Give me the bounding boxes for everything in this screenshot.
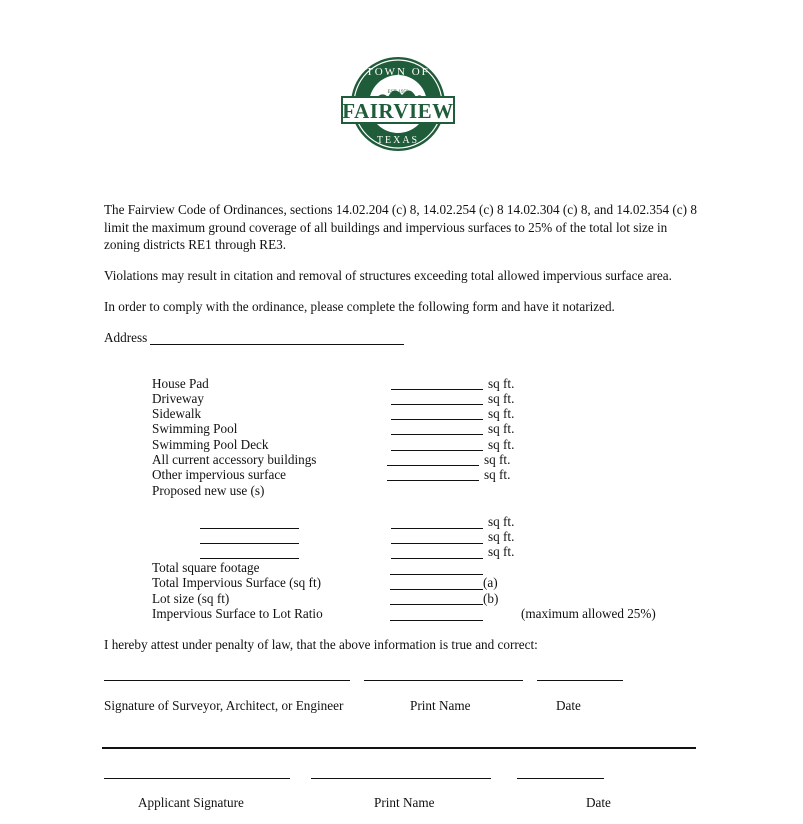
item-label-accessory-buildings: All current accessory buildings [152, 452, 317, 467]
other-impervious-field[interactable] [387, 466, 479, 481]
item-label-driveway: Driveway [152, 391, 204, 406]
attest-statement: I hereby attest under penalty of law, that the above information is true and correct: [104, 637, 538, 652]
proposed-use-area-field[interactable] [391, 529, 483, 544]
svg-text:FAIRVIEW: FAIRVIEW [342, 99, 454, 123]
proposed-use-name-field[interactable] [200, 514, 299, 529]
total-impervious-field[interactable] [390, 575, 483, 590]
total-sqft-label: Total square footage [152, 560, 260, 575]
applicant-date-label: Date [586, 795, 611, 810]
applicant-print-name-line[interactable] [311, 778, 491, 779]
proposed-use-name-field[interactable] [200, 529, 299, 544]
item-label-sidewalk: Sidewalk [152, 406, 202, 421]
accessory-buildings-field[interactable] [387, 451, 479, 466]
item-label-swimming-pool: Swimming Pool [152, 421, 238, 436]
comply-paragraph: In order to comply with the ordinance, please complete the following form and have it notarized. [104, 299, 615, 314]
pool-deck-field[interactable] [391, 436, 483, 451]
ratio-label: Impervious Surface to Lot Ratio [152, 606, 323, 621]
unit-label: sq ft. [488, 514, 515, 529]
applicant-signature-line[interactable] [104, 778, 290, 779]
surveyor-signature-label: Signature of Surveyor, Architect, or Engineer [104, 698, 344, 713]
svg-text:EST. 1958: EST. 1958 [387, 90, 409, 95]
surveyor-date-line[interactable] [537, 680, 623, 681]
unit-label: sq ft. [488, 406, 515, 421]
mark-a: (a) [483, 575, 498, 590]
unit-label: sq ft. [488, 421, 515, 436]
item-label-house-pad: House Pad [152, 376, 209, 391]
applicant-signature-label: Applicant Signature [138, 795, 244, 810]
unit-label: sq ft. [488, 529, 515, 544]
surveyor-print-name-label: Print Name [410, 698, 471, 713]
item-label-other-impervious: Other impervious surface [152, 467, 287, 482]
mark-b: (b) [483, 591, 499, 606]
surveyor-signature-line[interactable] [104, 680, 350, 681]
max-allowed-note: (maximum allowed 25%) [521, 606, 656, 621]
surveyor-date-label: Date [556, 698, 581, 713]
ratio-field[interactable] [390, 606, 483, 621]
unit-label: sq ft. [488, 376, 515, 391]
violations-paragraph: Violations may result in citation and removal of structures exceeding total allowed impervious surface area. [104, 268, 672, 283]
town-seal-logo [336, 55, 460, 153]
address-label: Address [104, 330, 148, 345]
unit-label: sq ft. [488, 391, 515, 406]
unit-label: sq ft. [484, 467, 511, 482]
proposed-use-name-field[interactable] [200, 544, 299, 559]
address-field[interactable] [150, 330, 404, 345]
svg-text:TEXAS: TEXAS [376, 135, 420, 146]
total-impervious-label: Total Impervious Surface (sq ft) [152, 575, 321, 590]
lot-size-label: Lot size (sq ft) [152, 591, 230, 606]
intro-paragraph: The Fairview Code of Ordinances, sections 14.02.204 (c) 8, 14.02.254 (c) 8 14.02.304 (c) 8, and 14.02.354 (c) 8 limit the maximum ground coverage of all buildings and impervious surfaces to 25% of the total lot size in zoning districts RE1 through RE3. [104, 202, 697, 252]
unit-label: sq ft. [488, 437, 515, 452]
svg-text:TOWN OF: TOWN OF [366, 66, 430, 78]
driveway-field[interactable] [391, 390, 483, 405]
item-label-proposed-new-use: Proposed new use (s) [152, 483, 265, 498]
swimming-pool-field[interactable] [391, 420, 483, 435]
section-divider [102, 747, 696, 749]
unit-label: sq ft. [488, 544, 515, 559]
unit-label: sq ft. [484, 452, 511, 467]
lot-size-field[interactable] [390, 590, 483, 605]
total-sqft-field[interactable] [390, 560, 483, 575]
applicant-date-line[interactable] [517, 778, 604, 779]
proposed-use-area-field[interactable] [391, 514, 483, 529]
item-label-pool-deck: Swimming Pool Deck [152, 437, 269, 452]
proposed-use-area-field[interactable] [391, 544, 483, 559]
sidewalk-field[interactable] [391, 405, 483, 420]
house-pad-field[interactable] [391, 375, 483, 390]
applicant-print-name-label: Print Name [374, 795, 435, 810]
surveyor-print-name-line[interactable] [364, 680, 523, 681]
